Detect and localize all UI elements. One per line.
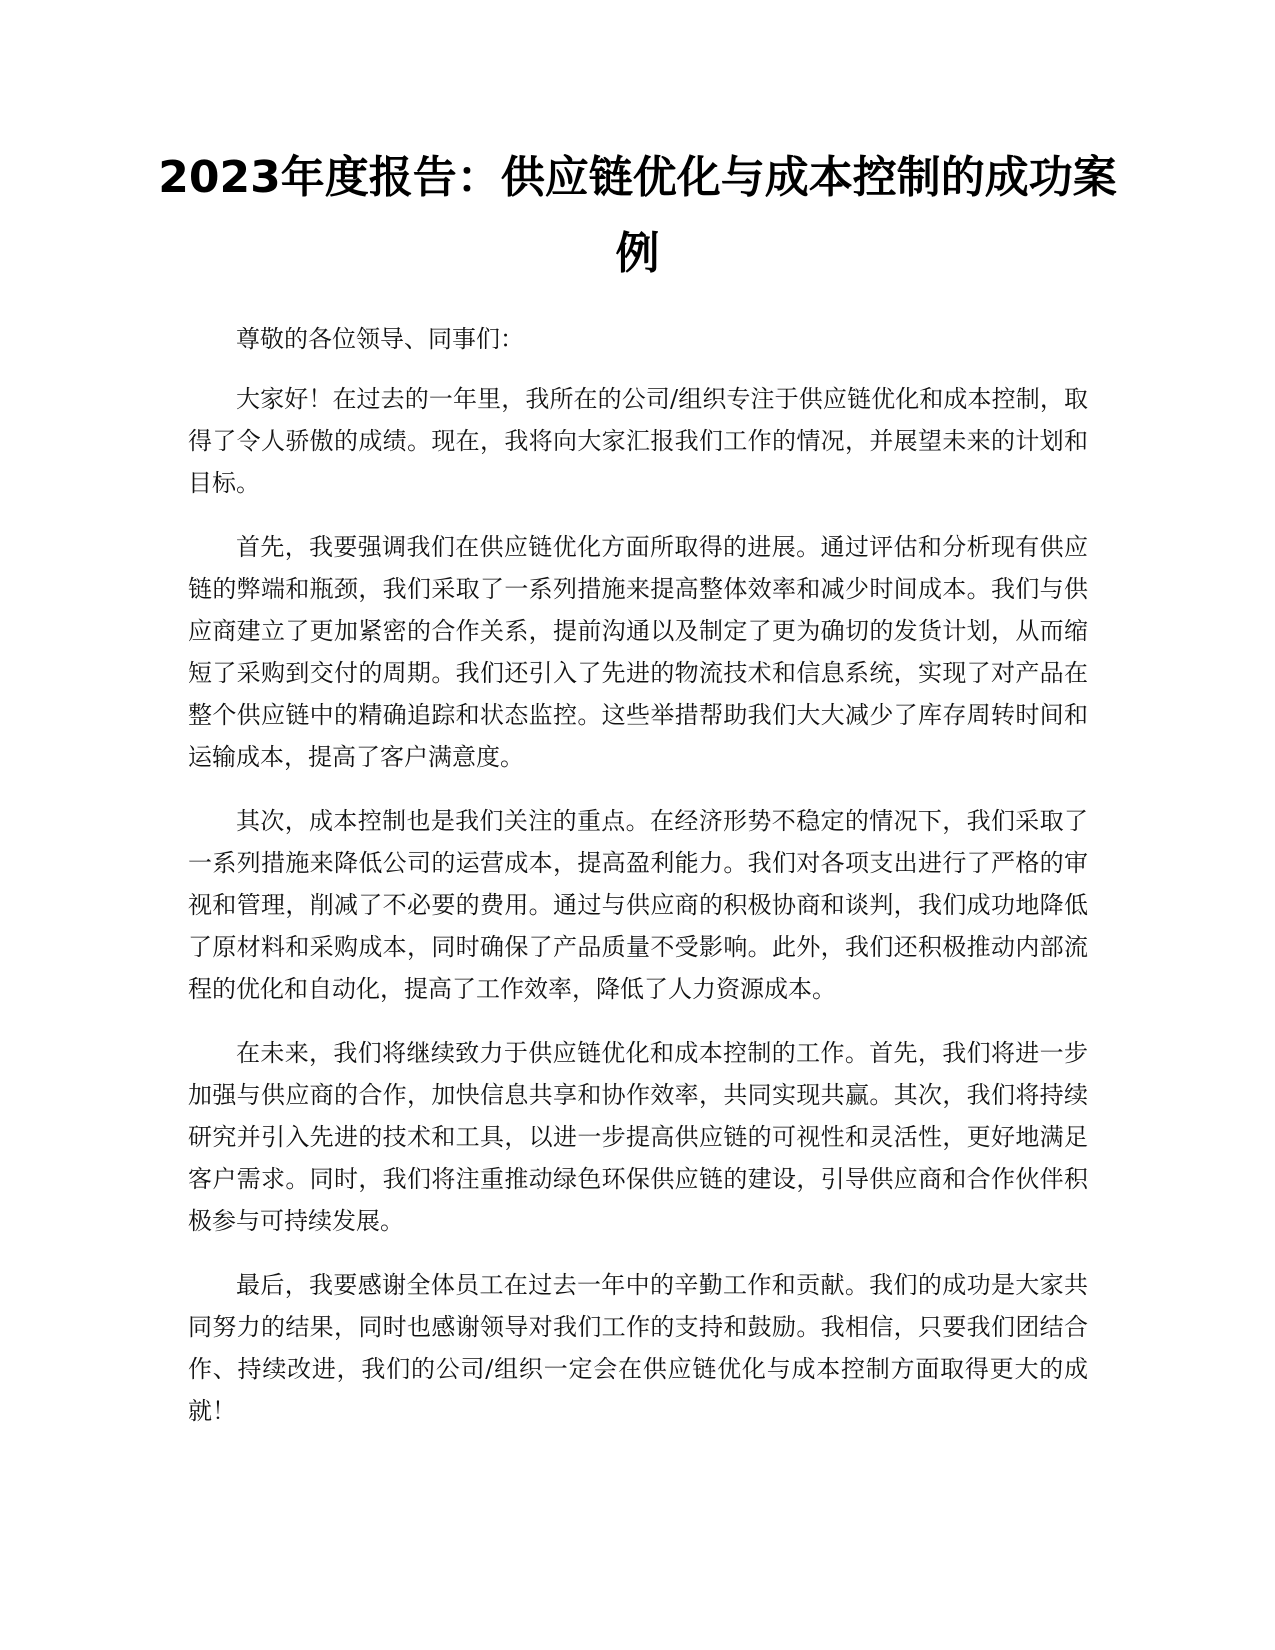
paragraph-supply-chain: 首先，我要强调我们在供应链优化方面所取得的进展。通过评估和分析现有供应链的弊端和瓶颈，我们采取了一系列措施来提高整体效率和减少时间成本。我们与供应商建立了更加紧密的合作关系，提前沟通以及制定了更为确切的发货计划，从而缩短了采购到交付的周期。我们还引入了先进的物流技术和信息系统，实现了对产品在整个供应链中的精确追踪和状态监控。这些举措帮助我们大大减少了库存周转时间和运输成本，提高了客户满意度。 [188, 533, 1088, 771]
greeting-line: 尊敬的各位领导、同事们： [236, 325, 524, 353]
document-body [188, 318, 1088, 1454]
paragraph-future-plans: 在未来，我们将继续致力于供应链优化和成本控制的工作。首先，我们将进一步加强与供应商的合作，加快信息共享和协作效率，共同实现共赢。其次，我们将持续研究并引入先进的技术和工具，以进一步提高供应链的可视性和灵活性，更好地满足客户需求。同时，我们将注重推动绿色环保供应链的建设，引导供应商和合作伙伴积极参与可持续发展。 [188, 1039, 1088, 1235]
document-title: 2023年度报告：供应链优化与成本控制的成功案例 [158, 152, 1117, 279]
paragraph-closing: 最后，我要感谢全体员工在过去一年中的辛勤工作和贡献。我们的成功是大家共同努力的结果，同时也感谢领导对我们工作的支持和鼓励。我相信，只要我们团结合作、持续改进，我们的公司/组织一定会在供应链优化与成本控制方面取得更大的成就！ [188, 1271, 1088, 1425]
paragraph-cost-control: 其次，成本控制也是我们关注的重点。在经济形势不稳定的情况下，我们采取了一系列措施来降低公司的运营成本，提高盈利能力。我们对各项支出进行了严格的审视和管理，削减了不必要的费用。通过与供应商的积极协商和谈判，我们成功地降低了原材料和采购成本，同时确保了产品质量不受影响。此外，我们还积极推动内部流程的优化和自动化，提高了工作效率，降低了人力资源成本。 [188, 807, 1088, 1003]
paragraph-intro: 大家好！在过去的一年里，我所在的公司/组织专注于供应链优化和成本控制，取得了令人骄傲的成绩。现在，我将向大家汇报我们工作的情况，并展望未来的计划和目标。 [188, 385, 1088, 497]
